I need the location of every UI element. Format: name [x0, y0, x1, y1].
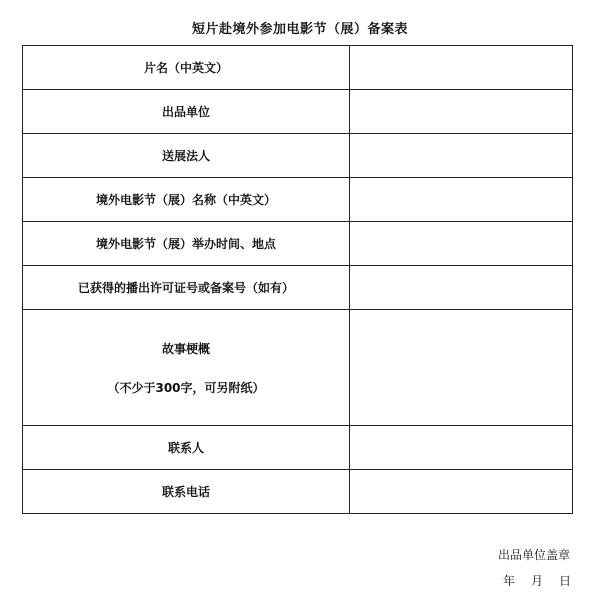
value-cell-license-number[interactable] [350, 266, 573, 310]
value-cell-festival-time-place[interactable] [350, 222, 573, 266]
table-row [23, 134, 573, 178]
value-cell-legal-rep[interactable] [350, 134, 573, 178]
year-label: 年 [502, 574, 515, 588]
label-cell-producer: 出品单位 [23, 90, 350, 134]
label-cell-legal-rep: 送展法人 [23, 134, 350, 178]
label-cell-film-title: 片名（中英文） [23, 46, 350, 90]
label-cell-synopsis [23, 310, 350, 426]
month-label: 月 [530, 574, 543, 588]
table-row [23, 178, 573, 222]
label-cell-license-number: 已获得的播出许可证号或备案号（如有） [23, 266, 350, 310]
label-cell-festival-time-place: 境外电影节（展）举办时间、地点 [23, 222, 350, 266]
value-cell-film-title[interactable] [350, 46, 573, 90]
table-row [23, 222, 573, 266]
value-cell-synopsis[interactable] [350, 310, 573, 426]
day-label: 日 [558, 574, 571, 588]
synopsis-sublabel: （不少于300字，可另附纸） [107, 380, 265, 395]
value-cell-contact-person[interactable] [350, 426, 573, 470]
label-cell-contact-person: 联系人 [23, 426, 350, 470]
label-cell-festival-name: 境外电影节（展）名称（中英文） [23, 178, 350, 222]
filing-form-table [22, 45, 573, 514]
producer-seal-label: 出品单位盖章 [497, 548, 570, 562]
synopsis-label: 故事梗概 [161, 341, 210, 356]
table-row [23, 470, 573, 514]
label-cell-contact-phone: 联系电话 [23, 470, 350, 514]
table-row [23, 90, 573, 134]
value-cell-festival-name[interactable] [350, 178, 573, 222]
value-cell-contact-phone[interactable] [350, 470, 573, 514]
value-cell-producer[interactable] [350, 90, 573, 134]
table-row [23, 46, 573, 90]
table-row [23, 266, 573, 310]
table-row [23, 310, 573, 426]
table-row [23, 426, 573, 470]
form-title: 短片赴境外参加电影节（展）备案表 [191, 22, 408, 37]
date-line [503, 572, 571, 589]
